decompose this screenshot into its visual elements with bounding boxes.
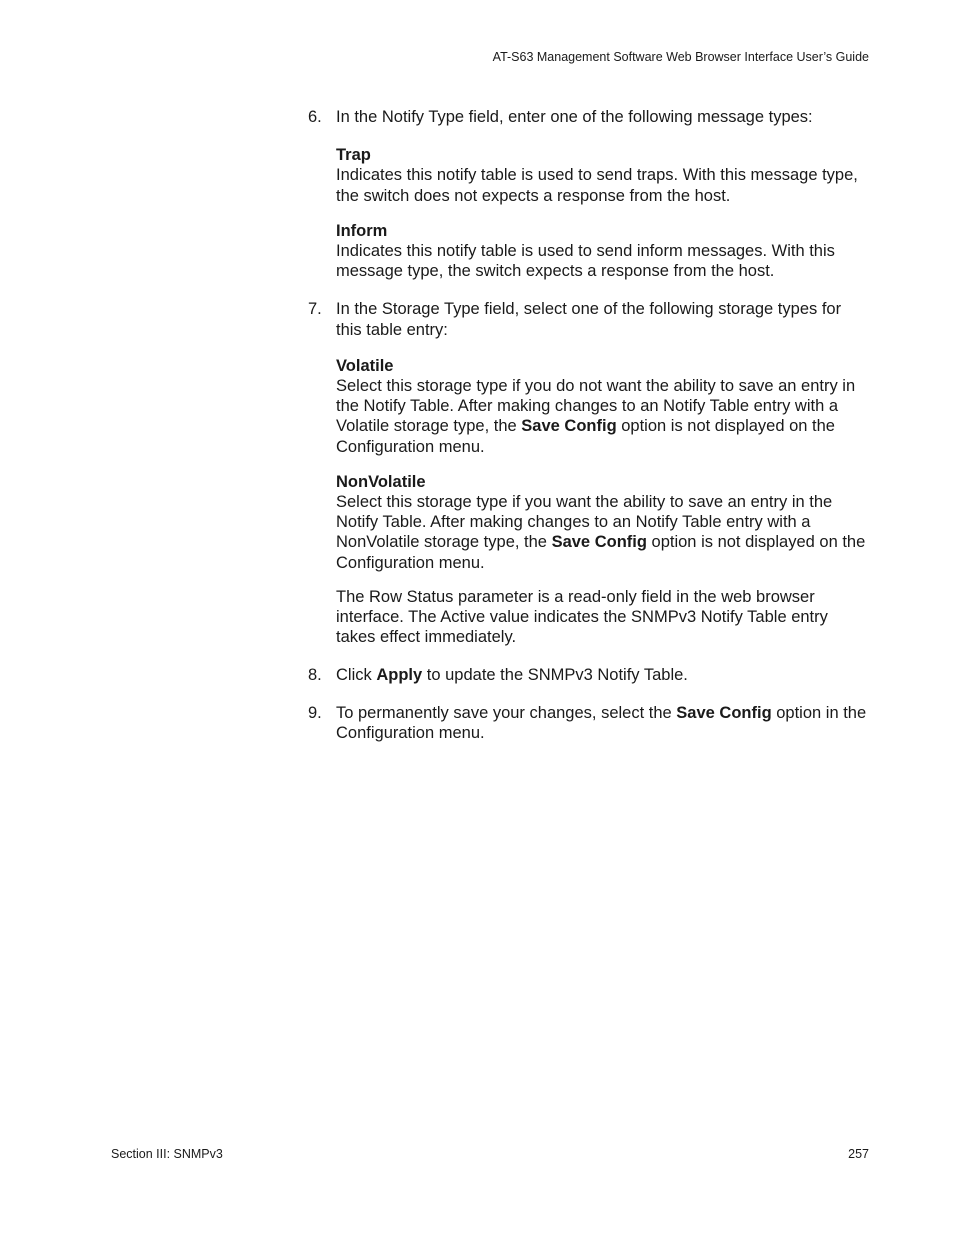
step-text-part: To permanently save your changes, select the	[336, 703, 672, 722]
page-content	[308, 107, 870, 743]
step-9	[308, 703, 870, 743]
step-text	[336, 665, 870, 685]
row-status-note	[308, 587, 870, 648]
definition-term: Trap	[336, 146, 371, 165]
description-text: Select this storage type if you do not want the ability to save an entry in the Notify Table. After making changes to an Notify Table entry with a Volatile storage type, the	[336, 377, 856, 436]
definition-term: NonVolatile	[336, 472, 426, 491]
page-number: 257	[848, 1147, 869, 1161]
bold-term: Save Config	[521, 417, 617, 436]
step-text-part: to update the SNMPv3 Notify Table.	[426, 666, 688, 685]
description-text: option is not displayed on the Configuration menu.	[336, 533, 866, 572]
step-number: 9.	[308, 703, 322, 722]
bold-term: Save Config	[676, 703, 772, 722]
step-text	[336, 703, 870, 743]
definition-description	[336, 376, 870, 457]
definition-trap	[308, 145, 870, 206]
description-text: option is not displayed on the Configuration menu.	[336, 417, 835, 456]
running-header: AT-S63 Management Software Web Browser Interface User’s Guide	[492, 50, 869, 64]
description-text: Select this storage type if you want the ability to save an entry in the Notify Table. After making changes to an Notify Table entry with a NonVolatile storage type, the	[336, 493, 833, 552]
definition-term: Volatile	[336, 356, 394, 375]
definition-description: Indicates this notify table is used to send inform messages. With this message type, the switch expects a response from the host.	[336, 242, 835, 281]
footer-section: Section III: SNMPv3	[111, 1147, 223, 1161]
step-6	[308, 107, 870, 127]
definition-nonvolatile	[308, 472, 870, 573]
step-7	[308, 299, 870, 339]
step-number: 6.	[308, 108, 322, 126]
step-number: 8.	[308, 666, 322, 685]
definition-inform	[308, 221, 870, 282]
definition-term: Inform	[336, 221, 388, 240]
step-text: In the Storage Type field, select one of the following storage types for this table entry:	[336, 300, 842, 339]
step-text-part: option in the Configuration menu.	[336, 703, 867, 742]
step-text-part: Click	[336, 666, 372, 685]
definition-description	[336, 492, 870, 573]
bold-term: Apply	[376, 666, 423, 685]
step-text: In the Notify Type field, enter one of the following message types:	[336, 108, 813, 126]
step-8	[308, 665, 870, 685]
definition-volatile	[308, 356, 870, 457]
note-text: The Row Status parameter is a read-only field in the web browser interface. The Active value indicates the SNMPv3 Notify Table entry takes effect immediately.	[336, 587, 828, 647]
bold-term: Save Config	[551, 533, 647, 552]
definition-description: Indicates this notify table is used to send traps. With this message type, the switch does not expects a response from the host.	[336, 166, 858, 205]
step-number: 7.	[308, 300, 322, 319]
